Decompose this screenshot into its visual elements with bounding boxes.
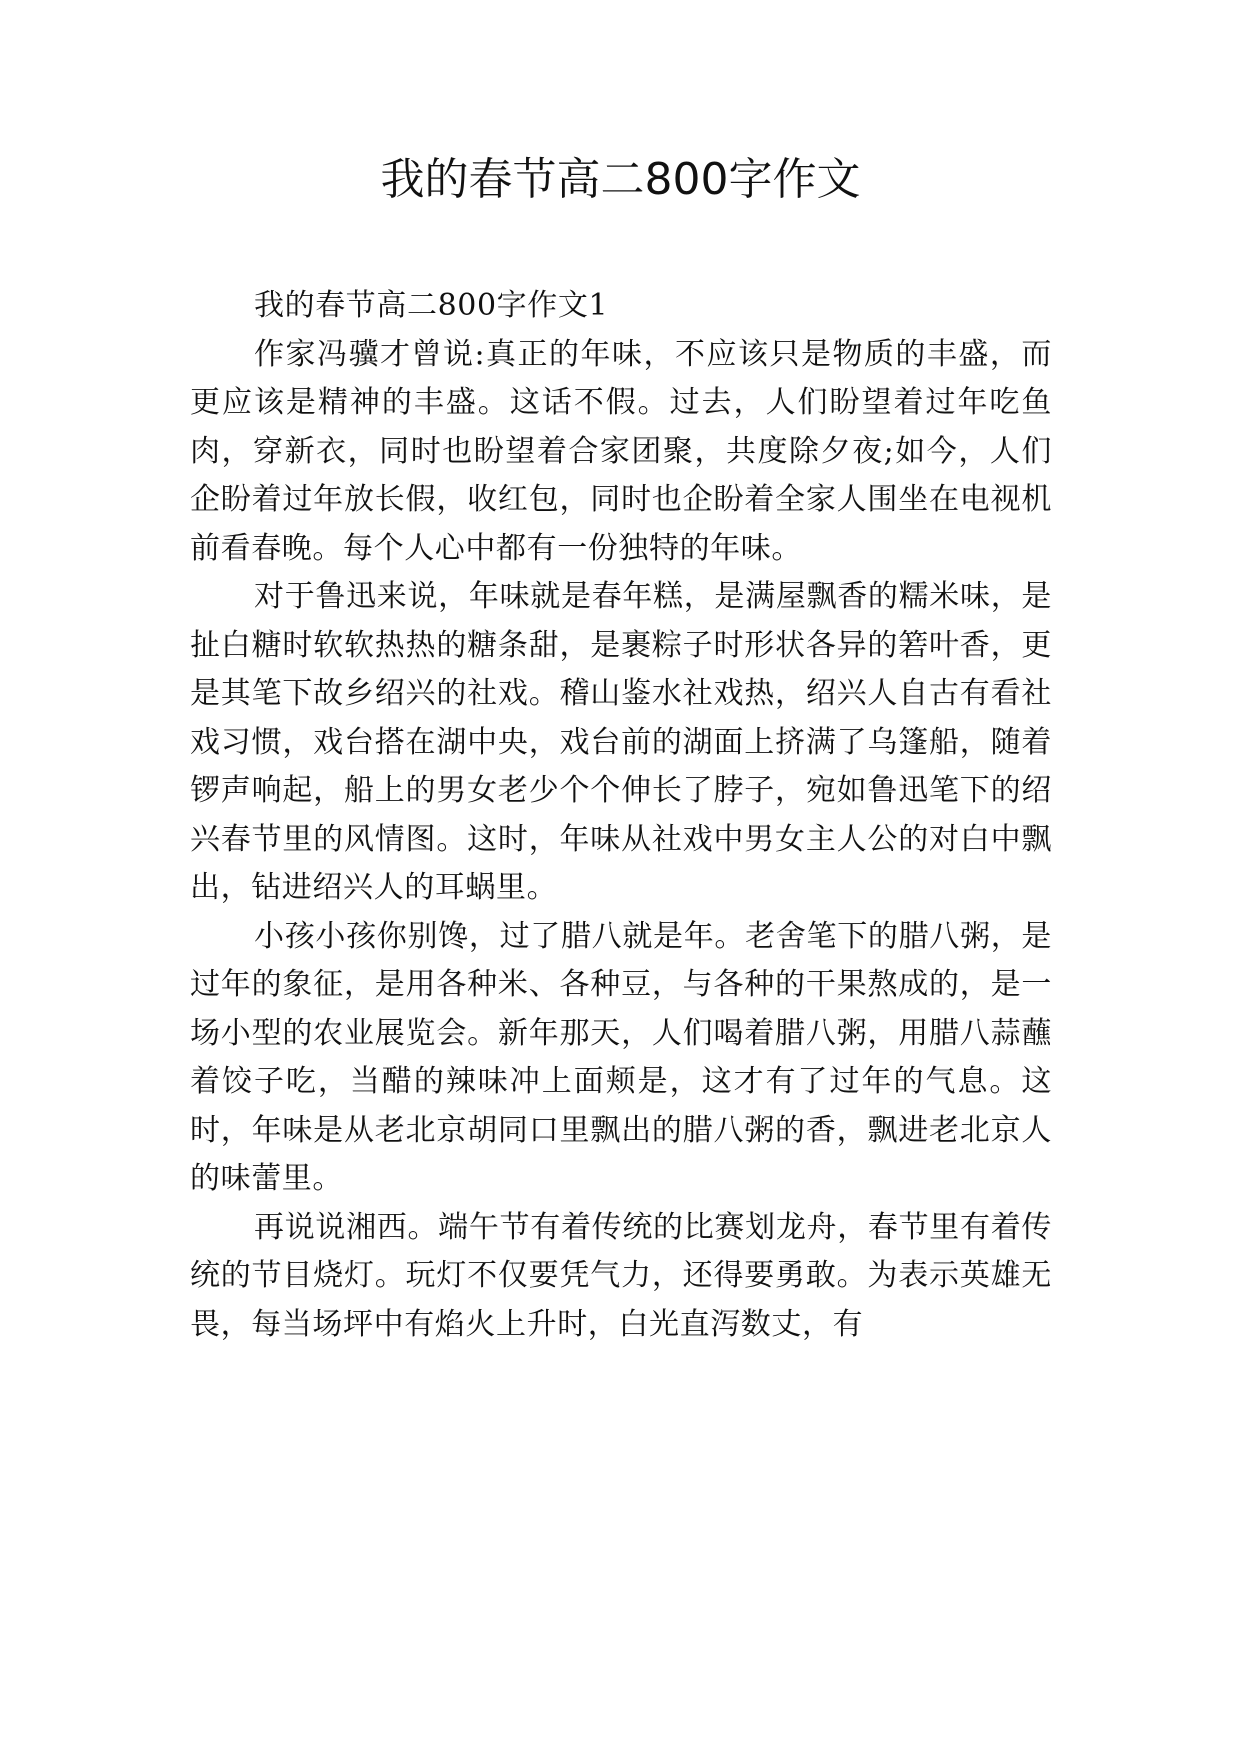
paragraph-1: 作家冯骥才曾说:真正的年味，不应该只是物质的丰盛，而更应该是精神的丰盛。这话不假。过去，人们盼望着过年吃鱼肉，穿新衣，同时也盼望着合家团聚，共度除夕夜;如今，人们企盼着过年放长假，收红包，同时也企盼着全家人围坐在电视机前看春晚。每个人心中都有一份独特的年味。	[190, 336, 1052, 566]
paragraph-4: 再说说湘西。端午节有着传统的比赛划龙舟，春节里有着传统的节目烧灯。玩灯不仅要凭气力，还得要勇敢。为表示英雄无畏，每当场坪中有焰火上升时，白光直泻数丈，有	[190, 1209, 1052, 1342]
document-title: 我的春节高二800字作文	[380, 154, 861, 205]
document-body	[190, 282, 1052, 1349]
paragraph-3: 小孩小孩你别馋，过了腊八就是年。老舍笔下的腊八粥，是过年的象征，是用各种米、各种豆，与各种的干果熬成的，是一场小型的农业展览会。新年那天，人们喝着腊八粥，用腊八蒜蘸着饺子吃，当醋的辣味冲上面颊是，这才有了过年的气息。这时，年味是从老北京胡同口里飘出的腊八粥的香，飘进老北京人的味蕾里。	[190, 918, 1052, 1196]
section-heading: 我的春节高二800字作文1	[254, 288, 609, 323]
paragraph-2: 对于鲁迅来说，年味就是春年糕，是满屋飘香的糯米味，是扯白糖时软软热热的糖条甜，是裹粽子时形状各异的箬叶香，更是其笔下故乡绍兴的社戏。稽山鉴水社戏热，绍兴人自古有看社戏习惯，戏台搭在湖中央，戏台前的湖面上挤满了乌篷船，随着锣声响起，船上的男女老少个个伸长了脖子，宛如鲁迅笔下的绍兴春节里的风情图。这时，年味从社戏中男女主人公的对白中飘出，钻进绍兴人的耳蜗里。	[190, 579, 1052, 905]
